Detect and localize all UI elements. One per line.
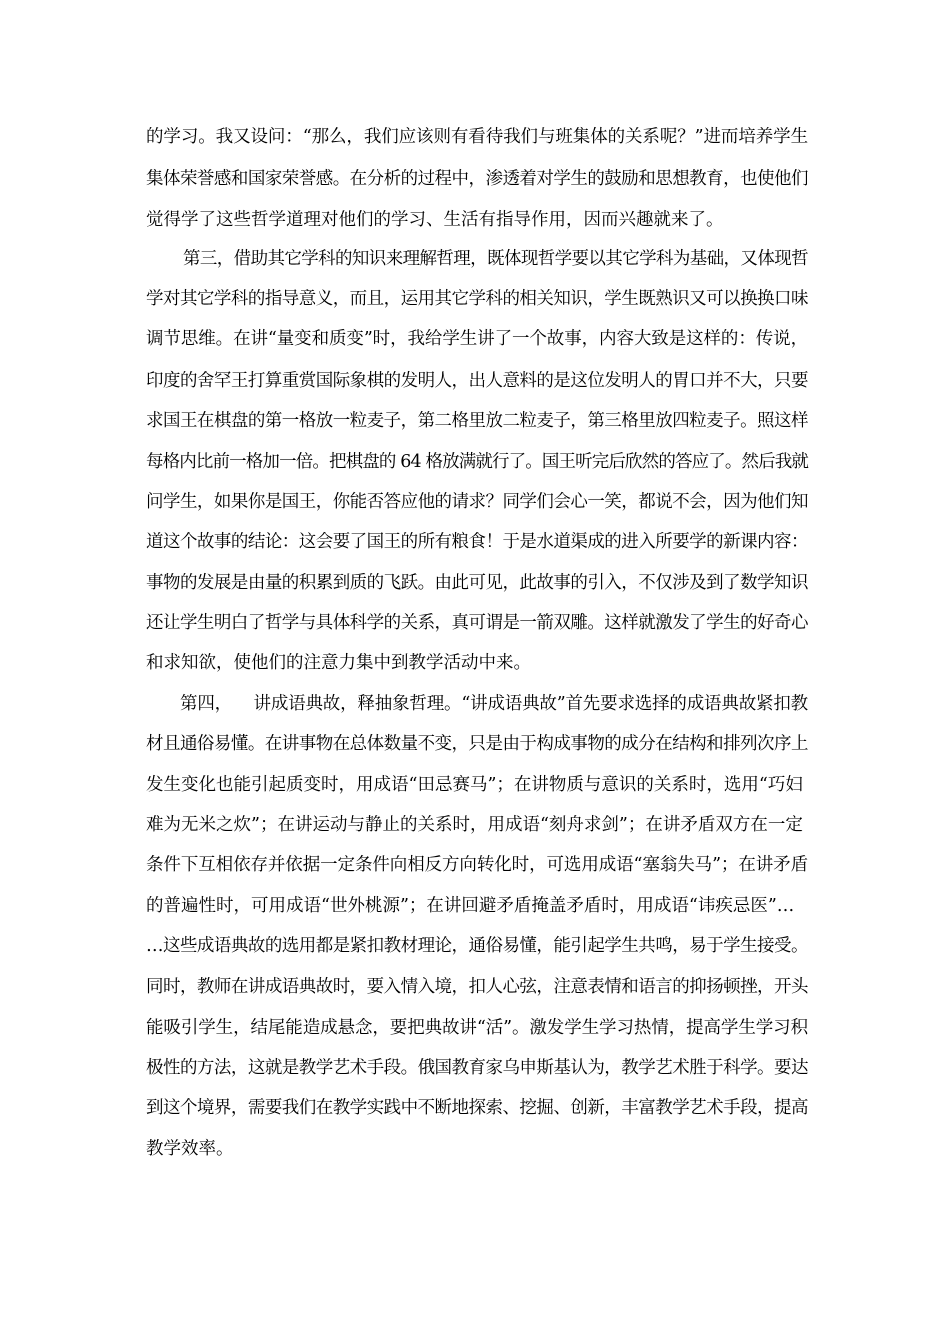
text-line: …这些成语典故的选用都是紧扣教材理论，通俗易懂，能引起学生共鸣，易于学生接受。 [146,936,808,956]
text-line: 能吸引学生，结尾能造成悬念，要把典故讲“活”。激发学生学习热情，提高学生学习积 [146,1018,808,1038]
text-line: 第四， 讲成语典故，释抽象哲理。“讲成语典故”首先要求选择的成语典故紧扣教 [180,694,808,714]
text-line: 材且通俗易懂。在讲事物在总体数量不变，只是由于构成事物的成分在结构和排列次序上 [146,734,808,754]
text-line: 难为无米之炊”；在讲运动与静止的关系时，用成语“刻舟求剑”；在讲矛盾双方在一定 [146,815,803,835]
text-line: 问学生，如果你是国王，你能否答应他的请求？同学们会心一笑，都说不会，因为他们知 [146,492,808,512]
text-line: 到这个境界，需要我们在教学实践中不断地探索、挖掘、创新，丰富教学艺术手段，提高 [146,1098,808,1118]
text-line: 的学习。我又设问：“那么，我们应该则有看待我们与班集体的关系呢？”进而培养学生 [146,127,808,147]
text-line: 调节思维。在讲“量变和质变”时，我给学生讲了一个故事，内容大致是这样的：传说， [146,329,808,349]
text-line: 道这个故事的结论：这会要了国王的所有粮食！于是水道渠成的进入所要学的新课内容： [146,532,808,552]
text-line: 求国王在棋盘的第一格放一粒麦子，第二格里放二粒麦子，第三格里放四粒麦子。照这样 [146,411,808,431]
text-line: 学对其它学科的指导意义，而且，运用其它学科的相关知识，学生既熟识又可以换换口味 [146,289,808,309]
text-line: 条件下互相依存并依据一定条件向相反方向转化时，可选用成语“塞翁失马”；在讲矛盾 [146,855,808,875]
text-line: 极性的方法，这就是教学艺术手段。俄国教育家乌申斯基认为，教学艺术胜于科学。要达 [146,1058,808,1078]
text-line: 觉得学了这些哲学道理对他们的学习、生活有指导作用，因而兴趣就来了。 [146,210,724,230]
text-line: 每格内比前一格加一倍。把棋盘的 64 格放满就行了。国王听完后欣然的答应了。然后我就 [146,452,809,472]
text-line: 事物的发展是由量的积累到质的飞跃。由此可见，此故事的引入，不仅涉及到了数学知识 [146,573,808,593]
text-line: 集体荣誉感和国家荣誉感。在分析的过程中，渗透着对学生的鼓励和思想教育，也使他们 [146,169,808,189]
text-line: 发生变化也能引起质变时，用成语“田忌赛马”；在讲物质与意识的关系时，选用“巧妇 [146,775,803,795]
text-line: 还让学生明白了哲学与具体科学的关系，真可谓是一箭双雕。这样就激发了学生的好奇心 [146,613,808,633]
text-line: 和求知欲，使他们的注意力集中到教学活动中来。 [146,653,531,673]
text-line: 印度的舍罕王打算重赏国际象棋的发明人，出人意料的是这位发明人的胃口并不大，只要 [146,371,808,391]
text-line: 第三，借助其它学科的知识来理解哲理，既体现哲学要以其它学科为基础，又体现哲 [183,249,809,269]
text-line: 的普遍性时，可用成语“世外桃源”；在讲回避矛盾掩盖矛盾时，用成语“讳疾忌医”… [146,896,795,916]
text-line: 教学效率。 [146,1139,234,1159]
text-line: 同时，教师在讲成语典故时，要入情入境，扣人心弦，注意表情和语言的抑扬顿挫，开头 [146,977,808,997]
